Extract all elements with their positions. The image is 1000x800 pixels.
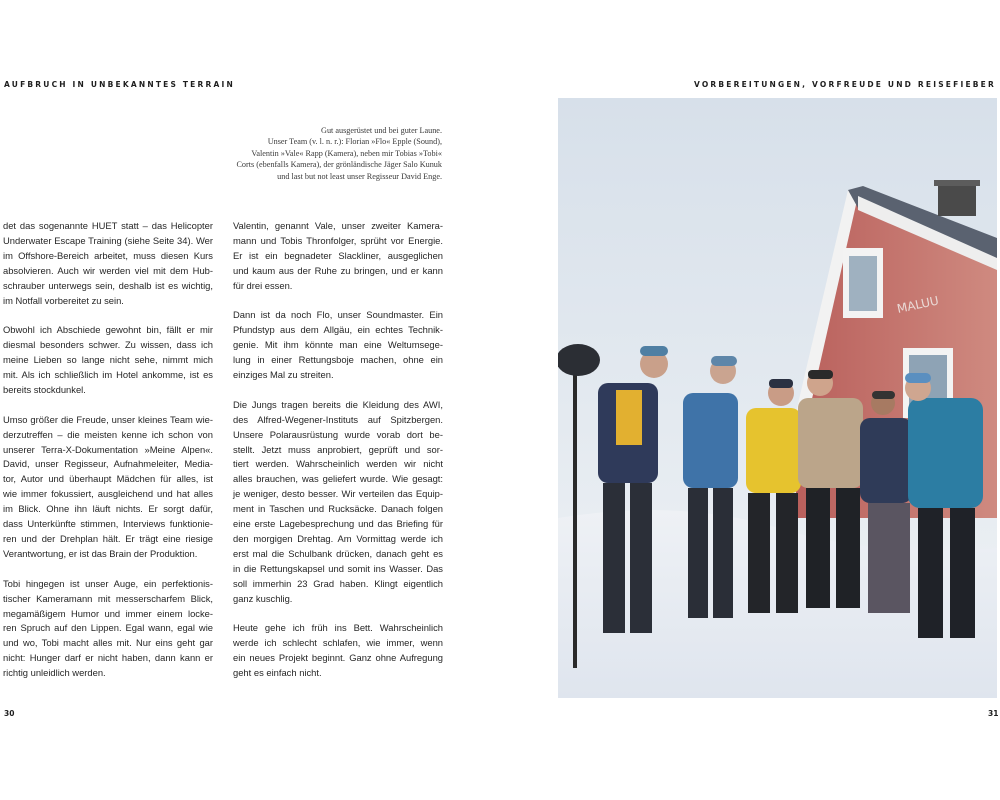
running-head-left: AUFBRUCH IN UNBEKANNTES TERRAIN xyxy=(4,80,235,89)
text-line: richtig unleidlich werden. xyxy=(3,667,106,679)
text-line: megamäßigem Humor und immer einem locke- xyxy=(3,607,213,619)
text-line: ganz kuschlig. xyxy=(233,592,293,604)
paragraph xyxy=(233,621,443,681)
page-number-right: 31 xyxy=(988,709,999,718)
house-sign: MALUU xyxy=(895,293,940,316)
text-line: Tobi hingegen ist unser Auge, ein perfektionis- xyxy=(3,577,213,589)
text-line: Heute gehe ich früh ins Bett. Wahrscheinlich xyxy=(233,622,443,634)
text-line: ren und der Drehplan hält. Er trägt eine riesige xyxy=(3,533,213,544)
text-line: ein neues Projekt beginnt. Ganz ohne Aufregung xyxy=(233,652,443,664)
text-line: den morgigen Drehtag. Am Vormittag werde ich xyxy=(233,533,443,544)
text-column-left xyxy=(3,219,213,696)
text-line: je weniger, desto besser. Wir verteilen das Equip- xyxy=(233,488,443,500)
paragraph xyxy=(3,219,213,308)
text-line: des Alfred-Wegener-Instituts auf Spitzbergen. xyxy=(233,413,443,425)
text-line: Pfundstyp aus dem Allgäu, ein echtes Technik- xyxy=(233,324,443,336)
paragraph xyxy=(233,308,443,383)
text-line: für drei essen. xyxy=(233,279,293,291)
text-line: wie immer fokussiert, ausgleichend und hat alles xyxy=(3,488,213,500)
text-line: soll immerhin 23 Grad haben. Klingt eigentlich xyxy=(233,577,443,589)
text-line: genie. Mit ihm könnte man eine Weltumsege- xyxy=(233,339,443,351)
text-line: det das sogenannte HUET statt – das Helicopter xyxy=(3,220,213,231)
caption-line: Valentin »Vale« Rapp (Kamera), neben mir Tobias »Tobi« xyxy=(251,148,442,158)
text-line: unserer Terra-X-Dokumentation »Meine Alpen«. xyxy=(3,443,213,455)
paragraph xyxy=(3,323,213,398)
text-line: bereits stockdunkel. xyxy=(3,383,86,395)
text-line: erst mal die Schulbank drücken, danach geht es xyxy=(233,547,443,559)
text-line: Verantwortung, er ist das Brain der Produktion. xyxy=(3,547,198,559)
text-line: stellt. Jetzt muss anprobiert, geprüft und sor- xyxy=(233,443,443,455)
text-line: und kaum aus der Ruhe zu bringen, und er kann xyxy=(233,264,443,276)
caption-line: und last but not least unser Regisseur David Enge. xyxy=(277,171,442,181)
text-line: geht es einfach nicht. xyxy=(233,667,322,679)
text-line: in die Rettungskapsel und somit ins Wasser. Das xyxy=(233,562,443,574)
text-line: nicht: Hunger darf er nicht haben, dann kann er xyxy=(3,652,213,664)
text-line: lung in einer Rettungsboje machen, ohne ein xyxy=(233,354,443,366)
text-line: absolvieren. Auch wir werden viel mit dem Hub- xyxy=(3,264,213,276)
photo-caption xyxy=(180,125,442,182)
caption-line: Gut ausgerüstet und bei guter Laune. xyxy=(321,126,442,135)
text-line: meine Lieben so lange nicht sehe, nimmt mich xyxy=(3,354,213,366)
text-line: schrauber unterwegs sein, deshalb ist es wichtig, xyxy=(3,279,213,291)
text-column-right xyxy=(233,219,443,696)
text-line: diesmal besonders schwer. Zu wissen, dass ich xyxy=(3,339,213,351)
caption-line: Corts (ebenfalls Kamera), der grönländische Jäger Salo Kunuk xyxy=(236,160,442,170)
text-line: eine erste Lagebesprechung und das Briefing für xyxy=(233,518,443,530)
text-line: werde ich schlecht schlafen, wie immer, wenn xyxy=(233,637,443,649)
caption-line: Unser Team (v. l. n. r.): Florian »Flo« Epple (Sound), xyxy=(267,137,442,147)
text-line: Die Jungs tragen bereits die Kleidung des AWI, xyxy=(233,398,443,410)
text-line: alles brauchen, was geliefert wurde. Wie gesagt: xyxy=(233,473,443,485)
paragraph xyxy=(3,577,213,681)
text-line: tor, Autor und überhaupt Mädchen für alles, ist xyxy=(3,473,213,485)
text-line: Obwohl ich Abschiede gewohnt bin, fällt er mir xyxy=(3,324,213,336)
text-line: und wo, Tobi macht alles mit. Nur eins geht gar xyxy=(3,637,213,649)
text-line: David, unser Regisseur, Aufnahmeleiter, Media- xyxy=(3,458,213,470)
text-line: mit. Als ich schließlich im Hotel ankomme, ist es xyxy=(3,369,213,381)
text-line: einziges Mal zu streiten. xyxy=(233,369,334,381)
text-line: Valentin, genannt Vale, unser zweiter Kamera- xyxy=(233,220,443,231)
team-photo-illustration xyxy=(558,98,997,698)
running-head-right: VORBEREITUNGEN, VORFREUDE UND REISEFIEBER xyxy=(693,80,996,89)
text-line: dass Unterkünfte stimmen, Interviews funktionie- xyxy=(3,518,213,530)
text-line: Umso größer die Freude, unser kleines Team wie- xyxy=(3,413,213,425)
text-line: mann und Tobis Thronfolger, sprüht vor Energie. xyxy=(233,234,443,246)
paragraph xyxy=(3,413,213,562)
text-line: ment in Taschen und Rucksäcke. Danach folgen xyxy=(233,503,443,515)
text-line: Unsere Polarausrüstung wurde vorab dort be- xyxy=(233,428,443,440)
page-number-left: 30 xyxy=(4,709,15,718)
text-line: im Blick. Ohne ihn läuft nichts. Er sorgt dafür, xyxy=(3,503,213,515)
text-line: Er ist ein begnadeter Slackliner, ausgeglichen xyxy=(233,249,443,261)
text-line: im Notfall vorbereitet zu sein. xyxy=(3,294,124,306)
paragraph xyxy=(233,398,443,607)
text-line: derzutreffen – die meisten kenne ich schon von xyxy=(3,428,213,440)
text-line: Underwater Escape Training (siehe Seite 34). Wer xyxy=(3,234,213,246)
text-line: tiert werden. Wahrscheinlich werden wir nicht xyxy=(233,458,443,470)
text-line: Dann ist da noch Flo, unser Soundmaster. Ein xyxy=(233,309,443,321)
paragraph xyxy=(233,219,443,294)
text-line: tischer Kameramann mit messerscharfem Blick, xyxy=(3,592,213,604)
text-line: ren Spruch auf den Lippen. Egal wann, egal wie xyxy=(3,622,213,634)
text-line: im Offshore-Bereich arbeitet, muss diesen Kurs xyxy=(3,249,213,261)
team-photo xyxy=(558,98,997,698)
